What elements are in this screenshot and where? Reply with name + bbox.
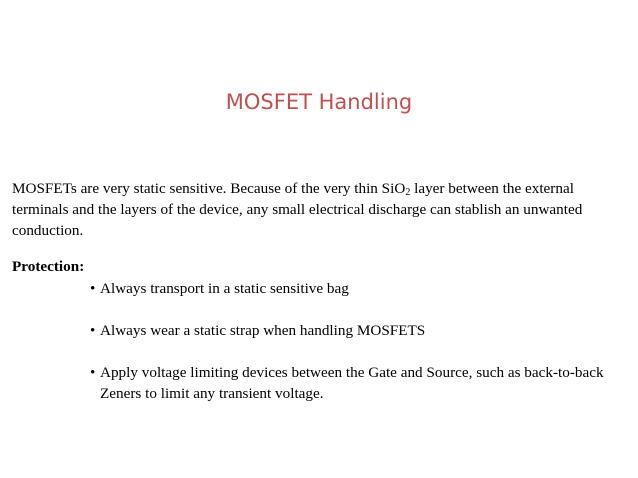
intro-text-part2: layer between the external terminals and the layers of the device, any small electrical discharge can stablish an unwanted conduction. bbox=[12, 180, 583, 239]
bullet-text: Apply voltage limiting devices between the Gate and Source, such as back-to-back Zeners to limit any transient voltage. bbox=[100, 364, 604, 402]
bullet-item bbox=[90, 320, 620, 341]
intro-subscript: 2 bbox=[405, 187, 411, 198]
bullet-icon: • bbox=[90, 280, 96, 297]
bullet-item bbox=[90, 362, 620, 404]
protection-heading: Protection: bbox=[12, 258, 85, 275]
bullet-text: Always transport in a static sensitive bag bbox=[100, 280, 349, 297]
intro-text-part1: MOSFETs are very static sensitive. Because of the very thin SiO bbox=[12, 180, 406, 197]
protection-bullet-list bbox=[90, 278, 620, 425]
bullet-item bbox=[90, 278, 620, 299]
bullet-text: Always wear a static strap when handling MOSFETS bbox=[100, 322, 426, 339]
intro-paragraph bbox=[12, 178, 630, 241]
slide-title: MOSFET Handling bbox=[225, 90, 413, 114]
bullet-icon: • bbox=[90, 364, 96, 381]
bullet-icon: • bbox=[90, 322, 96, 339]
